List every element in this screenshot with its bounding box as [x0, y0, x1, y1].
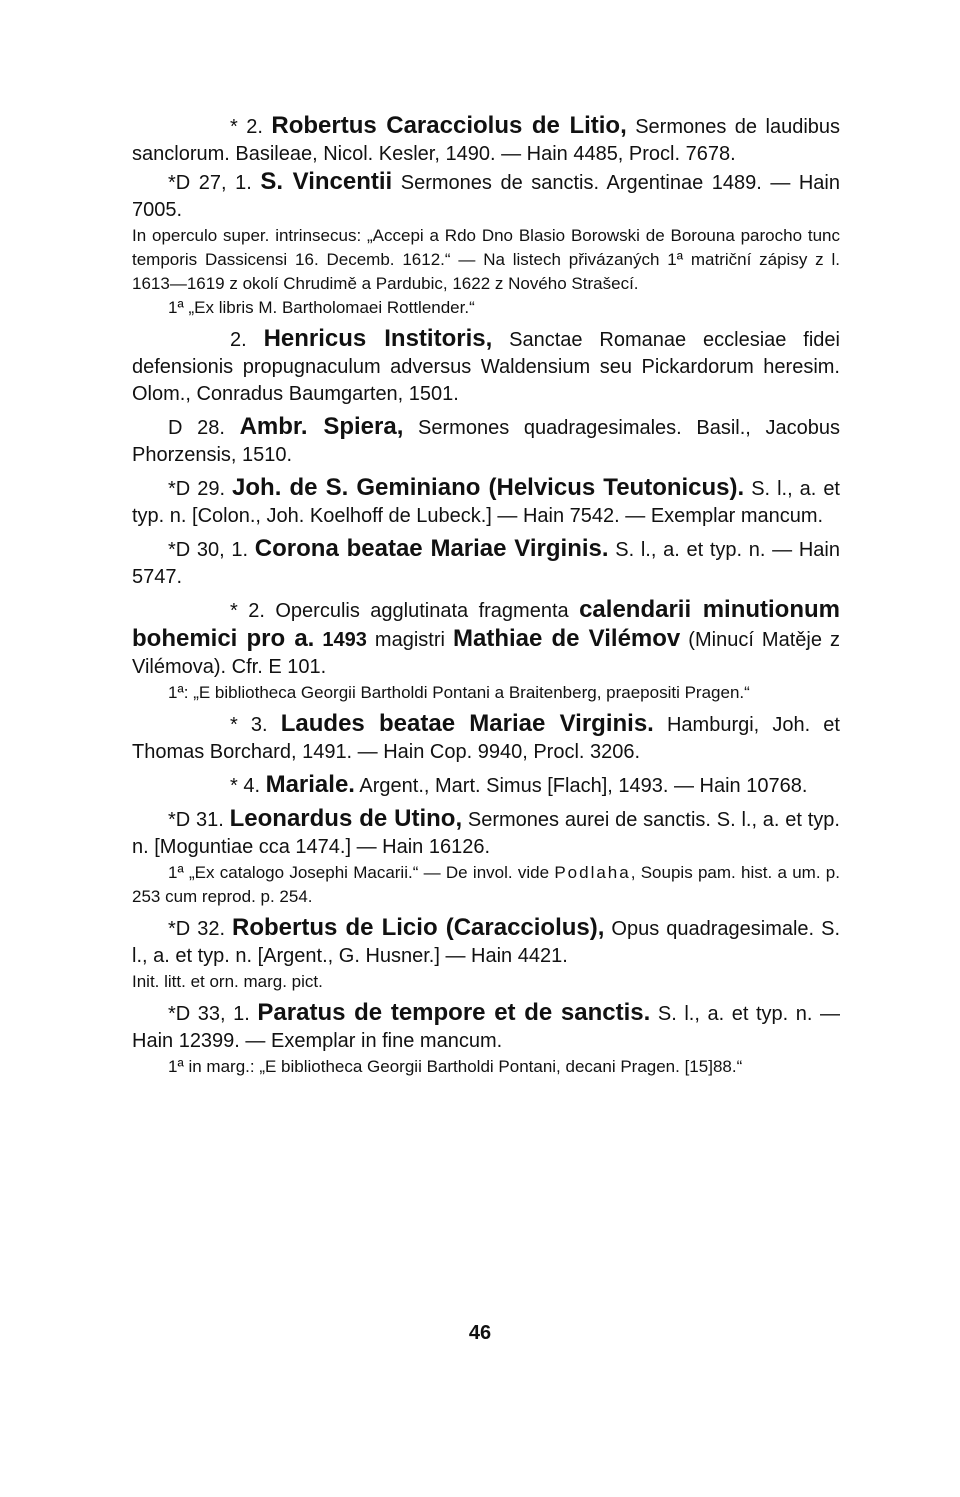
note-pontani-decani: 1ª in marg.: „E bibliotheca Georgii Bartholdi Pontani, decani Pragen. [15]88.“ — [168, 1057, 743, 1076]
note-ex-libris-rottlender: 1ª „Ex libris M. Bartholomaei Rottlender.“ — [168, 298, 475, 317]
note-macarii: 1ª „Ex catalogo Josephi Macarii.“ — De invol. vide Podlaha, Soupis pam. hist. a um. p. 253 cum reprod. p. 254. — [132, 863, 840, 906]
note-init-litt: Init. litt. et orn. marg. pict. — [132, 972, 323, 991]
entry-title: Leonardus de Utino, — [229, 805, 463, 832]
entry-d30-corona: *D 30, 1. Corona beatae Mariae Virginis. S. l., a. et typ. n. — Hain 5747. — [132, 535, 840, 588]
entry-title: Joh. de S. Geminiano (Helvicus Teutonicus). — [232, 474, 745, 501]
entry-2-henricus-institoris: 2. Henricus Institoris, Sanctae Romanae ecclesiae fidei defensionis propugnaculum adversus Waldensium seu Pickardorum heresim. Olom., Conradus Baumgarten, 1501. — [132, 325, 840, 405]
entry-d32-robertus-licio: *D 32. Robertus de Licio (Caracciolus), Opus quadragesimale. S. l., a. et typ. n. [Argent., G. Husner.] — Hain 4421. — [132, 914, 840, 967]
entry-title: S. Vincentii — [260, 168, 393, 195]
entry-title: Corona beatae Mariae Virginis. — [254, 535, 609, 562]
entry-2-calendarii: * 2. Operculis agglutinata fragmenta calendarii minutionum bohemici pro a. 1493 magistri Mathiae de Vilémov (Minucí Matěje z Vilémova). Cfr. E 101. — [132, 596, 840, 678]
entry-4-mariale: * 4. Mariale. Argent., Mart. Simus [Flach], 1493. — Hain 10768. — [230, 771, 808, 798]
entry-d31-leonardus: *D 31. Leonardus de Utino, Sermones aurei de sanctis. S. l., a. et typ. n. [Moguntiae cca 1474.] — Hain 16126. — [132, 805, 840, 858]
entry-d28-spiera: D 28. Ambr. Spiera, Sermones quadragesimales. Basil., Jacobus Phorzensis, 1510. — [132, 413, 840, 466]
entry-d29-geminiano: *D 29. Joh. de S. Geminiano (Helvicus Teutonicus). S. l., a. et typ. n. [Colon., Joh. Koelhoff de Lubeck.] — Hain 7542. — Exemplar mancum. — [132, 474, 840, 527]
note-pontani-braitenberg: 1ª: „E bibliotheca Georgii Bartholdi Pontani a Braitenberg, praepositi Pragen.“ — [168, 683, 750, 702]
entry-title: Ambr. Spiera, — [239, 413, 404, 440]
document-page — [132, 112, 840, 1079]
entry-title: Henricus Institoris, — [263, 325, 493, 352]
entry-title: Paratus de tempore et de sanctis. — [257, 999, 651, 1026]
entry-author: Mathiae de Vilémov — [452, 625, 681, 652]
entry-d33-paratus: *D 33, 1. Paratus de tempore et de sanctis. S. l., a. et typ. n. — Hain 12399. — Exemplar in fine mancum. — [132, 999, 841, 1052]
entry-title: Laudes beatae Mariae Virginis. — [280, 710, 654, 737]
note-operculo: In operculo super. intrinsecus: „Accepi a Rdo Dno Blasio Borowski de Borouna parocho tunc temporis Dassicensi 16. Decemb. 1612.“ — Na listech přivázaných 1ª matriční zápisy z l. 1613—1619 z okolí Chrudimě a Pardubic, 1622 z Nového Strašecí. — [132, 226, 840, 293]
entry-title: Mariale. — [265, 771, 355, 798]
entry-2-robertus-caracciolus: * 2. Robertus Caracciolus de Litio, Sermones de laudibus sanclorum. Basileae, Nicol. Kesler, 1490. — Hain 4485, Procl. 7678. — [132, 112, 841, 165]
entry-title: Robertus de Licio (Caracciolus), — [232, 914, 605, 941]
page-number: 46 — [468, 1322, 492, 1344]
entry-d27-vincentii: *D 27, 1. S. Vincentii Sermones de sanctis. Argentinae 1489. — Hain 7005. — [132, 168, 840, 221]
entry-3-laudes: * 3. Laudes beatae Mariae Virginis. Hamburgi, Joh. et Thomas Borchard, 1491. — Hain Cop. 9940, Procl. 3206. — [132, 710, 840, 763]
entry-title: Robertus Caracciolus de Litio, — [271, 112, 627, 139]
entry-title: calendarii minutionum bohemici pro a. — [132, 596, 840, 652]
